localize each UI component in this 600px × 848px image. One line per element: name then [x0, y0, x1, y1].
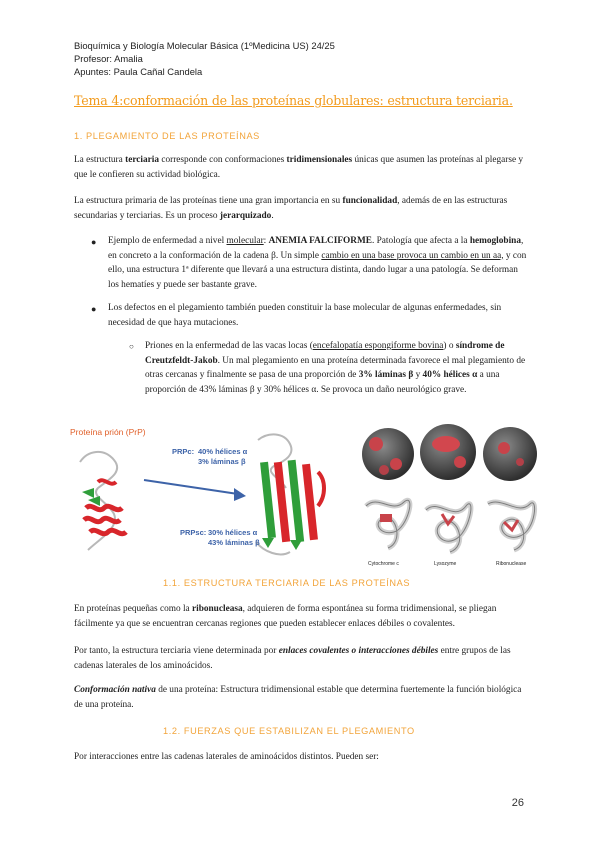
caption-ribonuclease: Ribonuclease: [496, 561, 527, 567]
prion-figure: [68, 422, 338, 566]
paragraph-tertiary: La estructura terciaria corresponde con conformaciones tridimensionales únicas que asumen las proteínas al plegarse y que le confieren su actividad biológica.: [74, 155, 524, 181]
prpsc-sheets: 43% láminas β: [208, 538, 260, 547]
protein-surface-2: [420, 424, 476, 480]
section-heading-1-2: 1.2. FUERZAS QUE ESTABILIZAN EL PLEGAMIENTO: [163, 726, 415, 736]
section-heading-1: 1. PLEGAMIENTO DE LAS PROTEÍNAS: [74, 131, 260, 141]
paragraph-primary: La estructura primaria de las proteínas tiene una gran importancia en su funcionalidad, además de en las estructuras secundarias y terciarias. Es un proceso jerarquizado.: [74, 196, 508, 222]
prpc-helices: 40% hélices α: [198, 447, 248, 456]
caption-cytochrome: Cytochrome c: [368, 561, 399, 567]
paragraph-native-conformation: Conformación nativa de una proteína: Estructura tridimensional estable que determina fuertemente la función biológica de una proteína.: [74, 685, 522, 711]
prpc-sheets: 3% láminas β: [198, 457, 246, 466]
page-number: 26: [511, 797, 524, 809]
proteins-figure: [358, 418, 542, 570]
bullet-dot: ●: [91, 304, 97, 314]
paragraph-bonds: Por tanto, la estructura terciaria viene determinada por enlaces covalentes o interacciones débiles entre grupos de las cadenas laterales de los aminoácidos.: [74, 646, 511, 672]
paragraph-ribonuclease: En proteínas pequeñas como la ribonucleasa, adquieren de forma espontánea su forma tridimensional, se pliegan fácilmente ya que se encuentran cercanas regiones que pueden establecer enlaces débiles o covalentes.: [74, 604, 497, 630]
protein-surface-1: [362, 428, 414, 480]
bullet-folding-defects: Los defectos en el plegamiento también pueden constituir la base molecular de algunas enfermedades, sin necesidad de que haya mutaciones.: [108, 303, 502, 328]
page-title: Tema 4:conformación de las proteínas globulares: estructura terciaria.: [74, 93, 513, 108]
bullet-sickle-cell: Ejemplo de enfermedad a nivel molecular: ANEMIA FALCIFORME. Patología que afecta a la hemoglobina, en concreto a la conformación de la cadena β. Un simple cambio en una base provoca un cambio en un aa, y con ello, una estructura 1ª diferente que llevará a una estructura distinta, dando lugar a una patología. Se deforman los hematíes y puede ser bastante grave.: [108, 236, 527, 290]
header-professor: Profesor: Amalia: [74, 53, 143, 64]
caption-lysozyme: Lysozyme: [434, 561, 457, 567]
prpsc-title: PRPsc:: [180, 528, 207, 537]
prpc-title: PRPc:: [172, 447, 195, 456]
prion-label: Proteína prión (PrP): [70, 427, 146, 437]
protein-surface-3: [483, 427, 537, 481]
prion-diagram: [68, 422, 338, 566]
subbullet-prions: Priones en la enfermedad de las vacas locas (encefalopatía espongiforme bovina) o síndrome de Creutzfeldt-Jakob. Un mal plegamiento en una proteína determinada favorece el mal plegamiento de otras cercanas y finalmente se pasa de una proporción de 3% láminas β y 40% hélices α a una proporción de 43% láminas β y 30% hélices α. Se provoca un daño neurológico grave.: [145, 341, 526, 395]
header-author: Apuntes: Paula Cañal Candela: [74, 66, 203, 77]
section-heading-1-1: 1.1. ESTRUCTURA TERCIARIA DE LAS PROTEÍNAS: [163, 578, 411, 588]
subbullet-circle: ○: [129, 342, 134, 351]
paragraph-interactions: Por interacciones entre las cadenas laterales de aminoácidos distintos. Pueden ser:: [74, 752, 379, 762]
proteins-diagram: [358, 418, 542, 570]
bullet-dot: ●: [91, 237, 97, 247]
header-course: Bioquímica y Biología Molecular Básica (1ºMedicina US) 24/25: [74, 40, 335, 51]
prpsc-helices: 30% hélices α: [208, 528, 258, 537]
